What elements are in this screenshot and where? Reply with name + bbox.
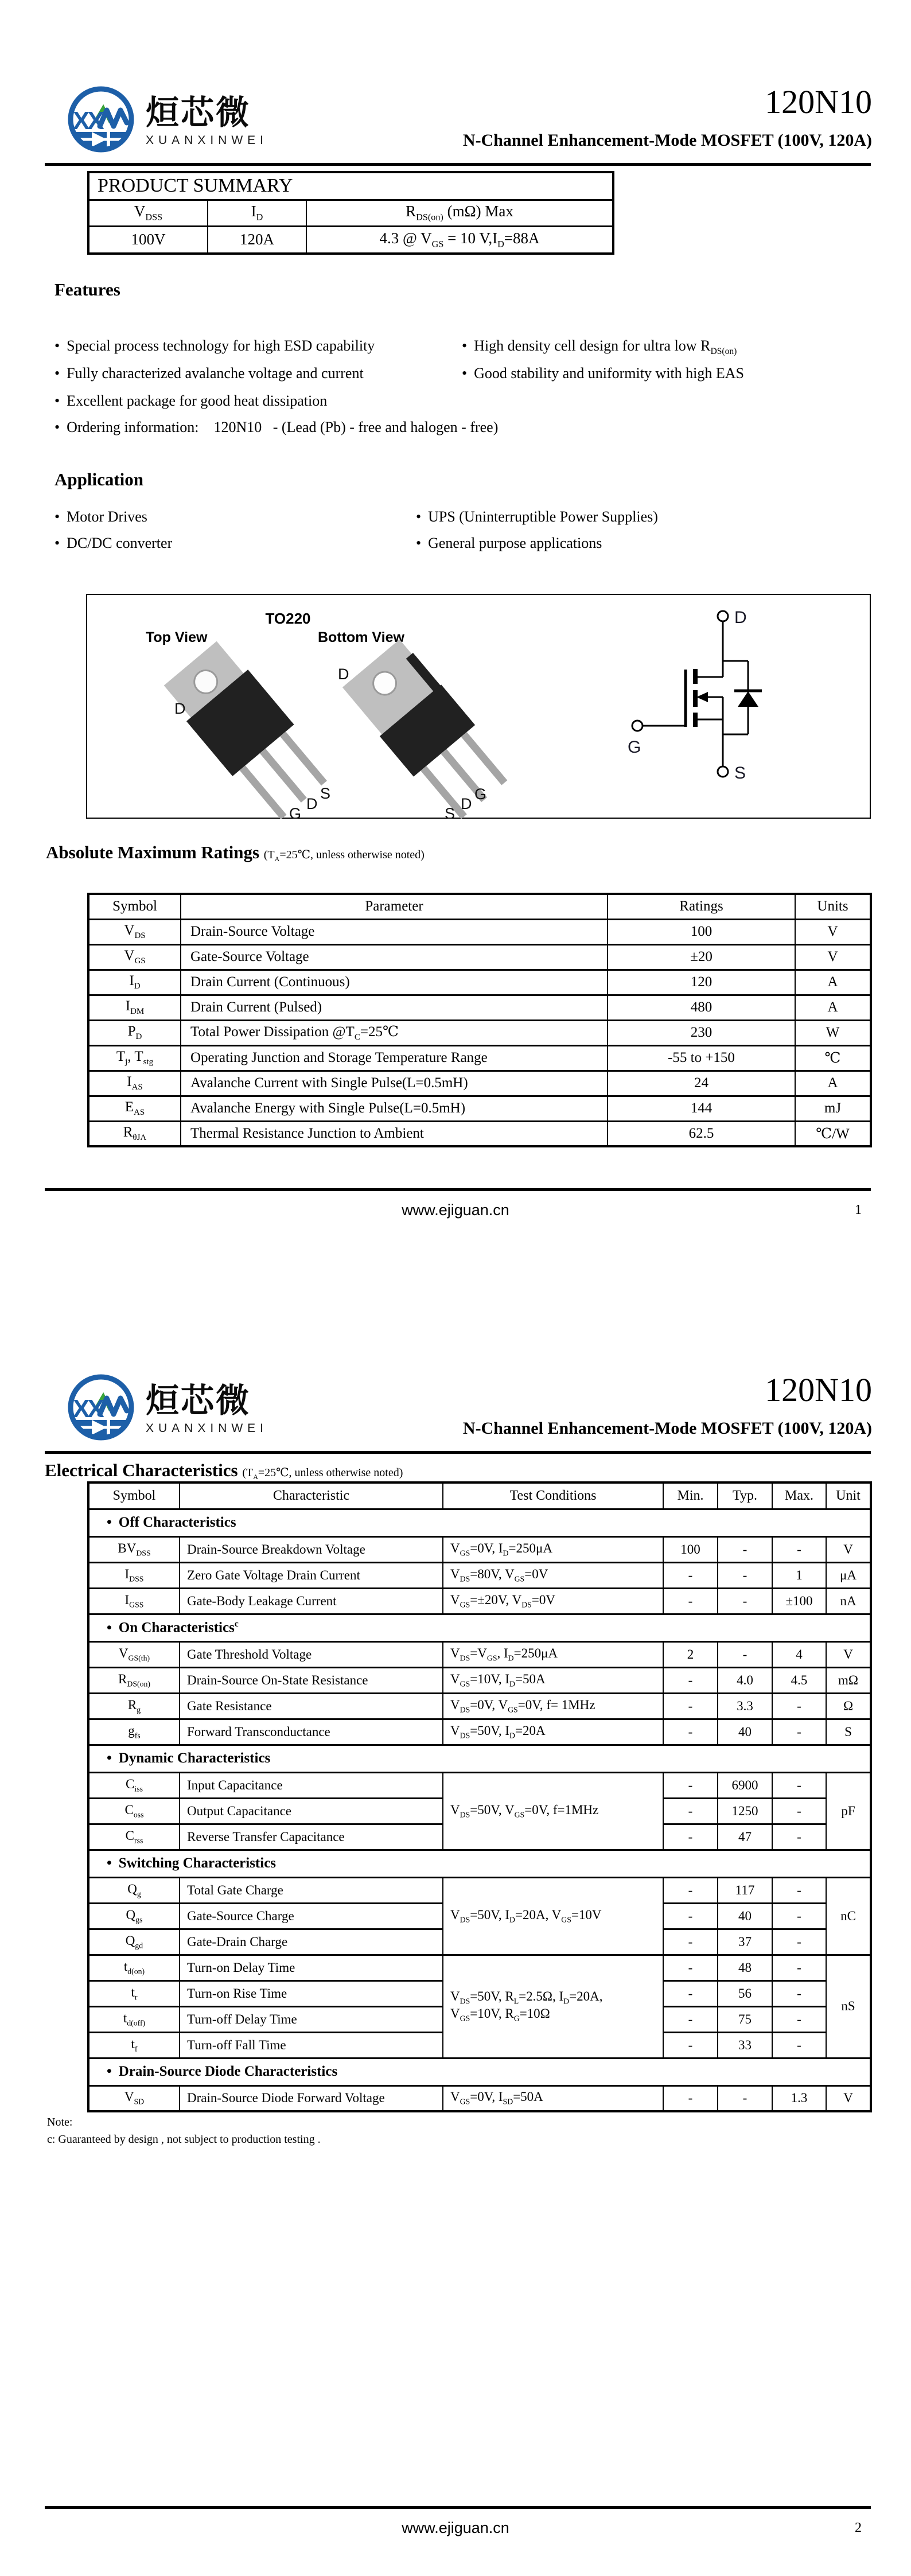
- symbol-cell: $t_r$: [88, 1980, 180, 2006]
- package-name: TO220: [265, 610, 311, 627]
- table-row: [88, 1719, 871, 1745]
- symbol-cell: $V_{SD}$: [88, 2085, 180, 2111]
- page-2: [0, 1288, 911, 2576]
- header-rule: [45, 1451, 871, 1454]
- table-row: [88, 2085, 871, 2111]
- typ-cell: 40: [718, 1903, 772, 1929]
- typ-cell: 47: [718, 1824, 772, 1850]
- table-row: [88, 1877, 871, 1903]
- symbol-cell: $I_D$: [88, 970, 181, 995]
- feature-item: • Excellent package for good heat dissipation: [54, 392, 327, 410]
- symbol-cell: $BV_{DSS}$: [88, 1536, 180, 1562]
- min-cell: -: [663, 1693, 718, 1719]
- symbol-cell: $t_f$: [88, 2032, 180, 2058]
- max-cell: -: [772, 1772, 826, 1798]
- part-number: 120N10: [765, 83, 872, 120]
- col-header: Units: [795, 894, 871, 919]
- footer-url: www.ejiguan.cn: [402, 2519, 509, 2536]
- gate-label: G: [628, 738, 641, 757]
- note-label: Note:: [47, 2116, 73, 2128]
- characteristic-cell: Input Capacitance: [180, 1772, 443, 1798]
- typ-cell: 48: [718, 1955, 772, 1980]
- feature-item-ordering: • Ordering information: 120N10 - (Lead (Pb) - free and halogen - free): [54, 419, 498, 436]
- characteristic-cell: Drain-Source Diode Forward Voltage: [180, 2085, 443, 2111]
- max-cell: -: [772, 1980, 826, 2006]
- unit-cell: mΩ: [826, 1667, 871, 1693]
- summary-value-vdss: 100V: [88, 226, 208, 254]
- table-row: [88, 172, 613, 200]
- characteristic-cell: Turn-off Delay Time: [180, 2006, 443, 2032]
- application-item: • DC/DC converter: [54, 535, 172, 552]
- table-row: [88, 970, 871, 995]
- characteristic-cell: Gate-Body Leakage Current: [180, 1588, 443, 1614]
- col-header: Test Conditions: [443, 1482, 663, 1509]
- characteristic-cell: Forward Transconductance: [180, 1719, 443, 1745]
- rating-cell: 120: [608, 970, 795, 995]
- max-cell: 1.3: [772, 2085, 826, 2111]
- symbol-cell: $V_{DS}$: [88, 919, 181, 944]
- table-row: [88, 226, 613, 254]
- min-cell: -: [663, 1903, 718, 1929]
- conditions-cell-merged: $V_{DS}=50V$, $R_L=2.5\Omega$, $I_D=20A$, $V_{GS}=10V$, $R_G=10\Omega$: [443, 1955, 663, 2058]
- source-label: S: [734, 764, 746, 783]
- product-summary-title: PRODUCT SUMMARY: [88, 172, 613, 200]
- conditions-cell: $V_{GS}=0V$, $I_{SD}=50A$: [443, 2085, 663, 2111]
- symbol-cell: $C_{rss}$: [88, 1824, 180, 1850]
- footer-rule: [45, 1188, 871, 1191]
- table-row: [88, 1121, 871, 1146]
- unit-cell-merged: nS: [826, 1955, 871, 2058]
- logo-chinese-name: 烜芯微: [146, 94, 251, 132]
- symbol-cell: $V_{GS(th)}$: [88, 1641, 180, 1667]
- bottom-view-label: Bottom View: [318, 629, 404, 645]
- max-cell: -: [772, 1903, 826, 1929]
- typ-cell: 33: [718, 2032, 772, 2058]
- pin-label: G: [289, 805, 302, 819]
- unit-cell: A: [795, 970, 871, 995]
- typ-cell: 40: [718, 1719, 772, 1745]
- summary-value-id: 120A: [208, 226, 306, 254]
- abs-max-heading: [46, 842, 425, 863]
- symbol-cell: $t_{d(on)}$: [88, 1955, 180, 1980]
- rating-cell: 230: [608, 1020, 795, 1045]
- unit-cell-merged: nC: [826, 1877, 871, 1955]
- unit-cell: μA: [826, 1562, 871, 1588]
- unit-cell-merged: pF: [826, 1772, 871, 1850]
- section-label: • Dynamic Characteristics: [88, 1745, 871, 1772]
- symbol-cell: $R_{\theta JA}$: [88, 1121, 181, 1146]
- unit-cell: V: [826, 1641, 871, 1667]
- max-cell: -: [772, 1877, 826, 1903]
- characteristic-cell: Gate Resistance: [180, 1693, 443, 1719]
- typ-cell: 75: [718, 2006, 772, 2032]
- symbol-cell: $I_{AS}$: [88, 1071, 181, 1096]
- parameter-cell: Drain Current (Continuous): [181, 970, 608, 995]
- pin-label: G: [474, 785, 487, 803]
- max-cell: -: [772, 2006, 826, 2032]
- elec-char-heading: [45, 1460, 403, 1481]
- symbol-cell: $g_{fs}$: [88, 1719, 180, 1745]
- max-cell: -: [772, 1929, 826, 1955]
- rating-cell: ±20: [608, 944, 795, 970]
- col-header: Characteristic: [180, 1482, 443, 1509]
- rating-cell: 100: [608, 919, 795, 944]
- mosfet-wires: [632, 611, 748, 777]
- max-cell: -: [772, 1693, 826, 1719]
- symbol-cell: $C_{iss}$: [88, 1772, 180, 1798]
- characteristic-cell: Reverse Transfer Capacitance: [180, 1824, 443, 1850]
- package-bottom-view-drawing: [320, 638, 515, 819]
- min-cell: -: [663, 1562, 718, 1588]
- unit-cell: S: [826, 1719, 871, 1745]
- table-row: [88, 1667, 871, 1693]
- min-cell: -: [663, 1588, 718, 1614]
- conditions-cell: $V_{GS}=10V$, $I_D=50A$: [443, 1667, 663, 1693]
- min-cell: -: [663, 2032, 718, 2058]
- characteristic-cell: Gate Threshold Voltage: [180, 1641, 443, 1667]
- package-body-group: [340, 638, 515, 819]
- typ-cell: -: [718, 1562, 772, 1588]
- max-cell: 4.5: [772, 1667, 826, 1693]
- body-diode-triangle-icon: [738, 691, 758, 707]
- gate-terminal-icon: [632, 721, 643, 731]
- rating-cell: 24: [608, 1071, 795, 1096]
- logo-mark-icon: [64, 85, 138, 158]
- symbol-cell: $V_{GS}$: [88, 944, 181, 970]
- application-heading: Application: [54, 469, 144, 489]
- conditions-cell: $V_{DS}=0V$, $V_{GS}=0V$, f= 1MHz: [443, 1693, 663, 1719]
- rating-cell: -55 to +150: [608, 1045, 795, 1071]
- drain-label: D: [734, 609, 747, 627]
- footer-url: www.ejiguan.cn: [402, 1201, 509, 1219]
- logo-english-name: XUANXINWEI: [146, 1421, 268, 1435]
- conditions-cell: $V_{DS}=50V$, $I_D=20A$: [443, 1719, 663, 1745]
- logo-monogram: XX: [73, 107, 102, 135]
- max-cell: ±100: [772, 1588, 826, 1614]
- section-row-on: [88, 1614, 871, 1641]
- page-number: 2: [855, 2520, 862, 2535]
- min-cell: -: [663, 1980, 718, 2006]
- feature-item: • High density cell design for ultra low $R_{DS(on)}$: [462, 337, 737, 357]
- max-cell: 4: [772, 1641, 826, 1667]
- symbol-cell: $C_{oss}$: [88, 1798, 180, 1824]
- table-row: [88, 1071, 871, 1096]
- min-cell: -: [663, 1667, 718, 1693]
- col-header: Min.: [663, 1482, 718, 1509]
- characteristic-cell: Drain-Source On-State Resistance: [180, 1667, 443, 1693]
- characteristic-cell: Drain-Source Breakdown Voltage: [180, 1536, 443, 1562]
- col-header: Symbol: [88, 1482, 180, 1509]
- table-row: [88, 995, 871, 1020]
- unit-cell: ℃/W: [795, 1121, 871, 1146]
- section-row-diode: [88, 2058, 871, 2085]
- unit-cell: nA: [826, 1588, 871, 1614]
- logo-mark-icon: [64, 1373, 138, 1446]
- max-cell: 1: [772, 1562, 826, 1588]
- min-cell: 100: [663, 1536, 718, 1562]
- abs-max-title: Absolute Maximum Ratings: [46, 842, 260, 862]
- symbol-cell: $Q_g$: [88, 1877, 180, 1903]
- tab-pin-label: D: [174, 700, 186, 717]
- table-row: [88, 1955, 871, 1980]
- symbol-cell: $t_{d(off)}$: [88, 2006, 180, 2032]
- min-cell: -: [663, 1798, 718, 1824]
- application-item: • UPS (Uninterruptible Power Supplies): [416, 508, 658, 526]
- pin-label: D: [306, 795, 318, 812]
- typ-cell: -: [718, 1641, 772, 1667]
- part-number: 120N10: [765, 1371, 872, 1408]
- conditions-cell-merged: $V_{DS}=50V$, $V_{GS}=0V$, f=1MHz: [443, 1772, 663, 1850]
- doc-subtitle: N-Channel Enhancement-Mode MOSFET (100V, 120A): [462, 1419, 872, 1438]
- feature-item: • Fully characterized avalanche voltage and current: [54, 365, 364, 382]
- package-body-group: [159, 638, 336, 819]
- typ-cell: -: [718, 1588, 772, 1614]
- doc-subtitle: N-Channel Enhancement-Mode MOSFET (100V, 120A): [462, 131, 872, 150]
- application-item: • General purpose applications: [416, 535, 602, 552]
- unit-cell: W: [795, 1020, 871, 1045]
- elec-char-condition: ($T_A=25℃$, unless otherwise noted): [242, 1466, 403, 1481]
- unit-cell: V: [826, 1536, 871, 1562]
- min-cell: -: [663, 1955, 718, 1980]
- typ-cell: -: [718, 1536, 772, 1562]
- col-header: Symbol: [88, 894, 181, 919]
- characteristic-cell: Turn-on Rise Time: [180, 1980, 443, 2006]
- summary-value-rdson: 4.3 @ $V_{GS} = 10$ $V,I_D=88A$: [306, 226, 613, 254]
- characteristic-cell: Total Gate Charge: [180, 1877, 443, 1903]
- feature-item: • Special process technology for high ESD capability: [54, 337, 375, 355]
- unit-cell: Ω: [826, 1693, 871, 1719]
- logo-text: [146, 96, 268, 147]
- parameter-cell: Total Power Dissipation $@T_C=25℃$: [181, 1020, 608, 1045]
- rating-cell: 62.5: [608, 1121, 795, 1146]
- min-cell: 2: [663, 1641, 718, 1667]
- mosfet-symbol-drawing: [621, 609, 850, 804]
- table-row: [88, 1562, 871, 1588]
- characteristic-cell: Turn-off Fall Time: [180, 2032, 443, 2058]
- symbol-cell: $I_{GSS}$: [88, 1588, 180, 1614]
- unit-cell: mJ: [795, 1096, 871, 1121]
- company-logo: [64, 85, 268, 158]
- typ-cell: 1250: [718, 1798, 772, 1824]
- max-cell: -: [772, 2032, 826, 2058]
- section-label: • Drain-Source Diode Characteristics: [88, 2058, 871, 2085]
- symbol-cell: $T_j$, $T_{stg}$: [88, 1045, 181, 1071]
- characteristic-cell: Turn-on Delay Time: [180, 1955, 443, 1980]
- source-terminal-icon: [718, 766, 728, 777]
- min-cell: -: [663, 1772, 718, 1798]
- symbol-cell: $R_{DS(on)}$: [88, 1667, 180, 1693]
- package-top-view-drawing: [139, 638, 345, 819]
- elec-char-title: Electrical Characteristics: [45, 1460, 238, 1480]
- mosfet-arrow-icon: [696, 692, 708, 702]
- symbol-cell: $Q_{gs}$: [88, 1903, 180, 1929]
- section-label: • Off Characteristics: [88, 1509, 871, 1536]
- electrical-characteristics-table: [87, 1481, 872, 2112]
- pin-label: S: [445, 805, 456, 819]
- summary-header-vdss: $V_{DSS}$: [88, 200, 208, 226]
- unit-cell: V: [795, 944, 871, 970]
- min-cell: -: [663, 2085, 718, 2111]
- typ-cell: 117: [718, 1877, 772, 1903]
- section-row-switching: [88, 1850, 871, 1877]
- symbol-cell: $R_g$: [88, 1693, 180, 1719]
- rating-cell: 480: [608, 995, 795, 1020]
- abs-max-table: [87, 893, 872, 1147]
- table-row: [88, 1096, 871, 1121]
- top-view-label: Top View: [146, 629, 208, 645]
- table-row: [88, 944, 871, 970]
- section-label: • On Characteristics$^c$: [88, 1614, 871, 1641]
- parameter-cell: Drain-Source Voltage: [181, 919, 608, 944]
- pin-label: S: [320, 785, 331, 802]
- col-header: Typ.: [718, 1482, 772, 1509]
- parameter-cell: Thermal Resistance Junction to Ambient: [181, 1121, 608, 1146]
- abs-max-condition: ($T_A=25℃$, unless otherwise noted): [263, 849, 425, 863]
- parameter-cell: Operating Junction and Storage Temperature Range: [181, 1045, 608, 1071]
- company-logo: [64, 1373, 268, 1446]
- conditions-cell: $V_{DS}=V_{GS}$, $I_D=250\mu A$: [443, 1641, 663, 1667]
- col-header: Max.: [772, 1482, 826, 1509]
- parameter-cell: Gate-Source Voltage: [181, 944, 608, 970]
- page-number: 1: [855, 1203, 862, 1217]
- table-row: [88, 1641, 871, 1667]
- max-cell: -: [772, 1955, 826, 1980]
- footer-rule: [45, 2506, 871, 2509]
- table-row: [88, 1588, 871, 1614]
- parameter-cell: Drain Current (Pulsed): [181, 995, 608, 1020]
- table-row: [88, 1536, 871, 1562]
- parameter-cell: Avalanche Energy with Single Pulse(L=0.5mH): [181, 1096, 608, 1121]
- unit-cell: A: [795, 1071, 871, 1096]
- rating-cell: 144: [608, 1096, 795, 1121]
- drain-terminal-icon: [718, 611, 728, 621]
- col-header: Unit: [826, 1482, 871, 1509]
- typ-cell: 3.3: [718, 1693, 772, 1719]
- pin-label: D: [461, 795, 472, 812]
- table-row: [88, 200, 613, 226]
- typ-cell: 6900: [718, 1772, 772, 1798]
- col-header: Parameter: [181, 894, 608, 919]
- conditions-cell: $V_{DS}=80V$, $V_{GS}=0V$: [443, 1562, 663, 1588]
- section-label: • Switching Characteristics: [88, 1850, 871, 1877]
- table-row: [88, 919, 871, 944]
- max-cell: -: [772, 1798, 826, 1824]
- section-row-dynamic: [88, 1745, 871, 1772]
- max-cell: -: [772, 1719, 826, 1745]
- characteristic-cell: Zero Gate Voltage Drain Current: [180, 1562, 443, 1588]
- max-cell: -: [772, 1824, 826, 1850]
- table-row: [88, 1693, 871, 1719]
- symbol-cell: $Q_{gd}$: [88, 1929, 180, 1955]
- note-c: c: Guaranteed by design , not subject to production testing .: [47, 2133, 321, 2146]
- features-heading: Features: [54, 279, 120, 299]
- product-summary-table: [87, 171, 614, 255]
- conditions-cell-merged: $V_{DS}=50V$, $I_D=20A$, $V_{GS}=10V$: [443, 1877, 663, 1955]
- tab-pin-label: D: [338, 666, 349, 683]
- typ-cell: -: [718, 2085, 772, 2111]
- typ-cell: 56: [718, 1980, 772, 2006]
- unit-cell: A: [795, 995, 871, 1020]
- unit-cell: V: [795, 919, 871, 944]
- symbol-cell: $E_{AS}$: [88, 1096, 181, 1121]
- characteristic-cell: Output Capacitance: [180, 1798, 443, 1824]
- package-figure: [86, 594, 871, 819]
- characteristic-cell: Gate-Source Charge: [180, 1903, 443, 1929]
- min-cell: -: [663, 1719, 718, 1745]
- feature-item: • Good stability and uniformity with high EAS: [462, 365, 744, 382]
- characteristic-cell: Gate-Drain Charge: [180, 1929, 443, 1955]
- summary-header-rdson: $R_{DS(on)}$ (mΩ) Max: [306, 200, 613, 226]
- table-row: [88, 1772, 871, 1798]
- typ-cell: 4.0: [718, 1667, 772, 1693]
- table-row: [88, 1045, 871, 1071]
- logo-chinese-name: 烜芯微: [146, 1382, 251, 1420]
- unit-cell: ℃: [795, 1045, 871, 1071]
- conditions-cell: $V_{GS}=\pm 20V$, $V_{DS}=0V$: [443, 1588, 663, 1614]
- table-header-row: [88, 894, 871, 919]
- unit-cell: V: [826, 2085, 871, 2111]
- symbol-cell: $I_{DM}$: [88, 995, 181, 1020]
- col-header: Ratings: [608, 894, 795, 919]
- max-cell: -: [772, 1536, 826, 1562]
- min-cell: -: [663, 1824, 718, 1850]
- min-cell: -: [663, 2006, 718, 2032]
- min-cell: -: [663, 1929, 718, 1955]
- parameter-cell: Avalanche Current with Single Pulse(L=0.5mH): [181, 1071, 608, 1096]
- min-cell: -: [663, 1877, 718, 1903]
- typ-cell: 37: [718, 1929, 772, 1955]
- symbol-cell: $I_{DSS}$: [88, 1562, 180, 1588]
- logo-text: [146, 1384, 268, 1435]
- header-rule: [45, 163, 871, 166]
- logo-monogram: XX: [73, 1395, 102, 1423]
- section-row-off: [88, 1509, 871, 1536]
- table-row: [88, 1020, 871, 1045]
- conditions-cell: $V_{GS}=0V$, $I_D=250\mu A$: [443, 1536, 663, 1562]
- symbol-cell: $P_D$: [88, 1020, 181, 1045]
- application-item: • Motor Drives: [54, 508, 147, 526]
- logo-english-name: XUANXINWEI: [146, 133, 268, 147]
- table-header-row: [88, 1482, 871, 1509]
- summary-header-id: $I_D$: [208, 200, 306, 226]
